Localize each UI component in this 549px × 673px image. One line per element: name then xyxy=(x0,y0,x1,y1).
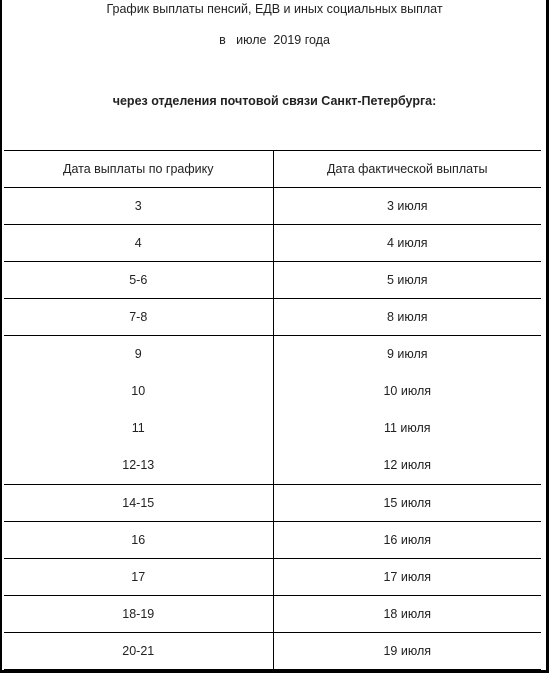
actual-date-value: 10 июля xyxy=(383,384,432,398)
actual-date-cell: 16 июля xyxy=(273,522,541,559)
scheduled-date-cell: 5-6 xyxy=(4,262,273,299)
table-row xyxy=(4,522,541,559)
payment-schedule-table xyxy=(4,150,541,670)
actual-date-cell: 15 июля xyxy=(273,485,541,522)
table-row-group xyxy=(4,336,541,485)
table-row xyxy=(4,299,541,336)
scheduled-date-value: 11 xyxy=(131,421,145,435)
scheduled-date-cell: 18-19 xyxy=(4,596,273,633)
table-row xyxy=(4,225,541,262)
table-row xyxy=(4,262,541,299)
actual-date-cell: 5 июля xyxy=(273,262,541,299)
scheduled-date-cell: 4 xyxy=(4,225,273,262)
column-header-scheduled-date: Дата выплаты по графику xyxy=(4,151,273,188)
scheduled-date-value: 9 xyxy=(134,347,142,361)
actual-date-cell: 4 июля xyxy=(273,225,541,262)
actual-date-value: 12 июля xyxy=(383,458,432,472)
scheduled-date-cell: 14-15 xyxy=(4,485,273,522)
table-row xyxy=(4,485,541,522)
page-subtitle: через отделения почтовой связи Санкт-Петербурга: xyxy=(112,94,437,108)
scheduled-date-value: 12-13 xyxy=(122,458,155,472)
scheduled-date-cell: 17 xyxy=(4,559,273,596)
actual-date-value: 9 июля xyxy=(386,347,428,361)
page-title: График выплаты пенсий, ЕДВ и иных социальных выплат xyxy=(106,2,443,16)
table-row xyxy=(4,596,541,633)
scheduled-date-value: 10 xyxy=(131,384,146,398)
actual-date-value: 11 июля xyxy=(383,421,431,435)
actual-date-group-cell xyxy=(273,336,541,485)
scheduled-date-cell: 3 xyxy=(4,188,273,225)
scheduled-date-cell: 20-21 xyxy=(4,633,273,670)
page-period: в июле 2019 года xyxy=(219,33,330,47)
scheduled-date-cell: 7-8 xyxy=(4,299,273,336)
table-row xyxy=(4,188,541,225)
actual-date-cell: 8 июля xyxy=(273,299,541,336)
table-row xyxy=(4,633,541,670)
actual-date-cell: 17 июля xyxy=(273,559,541,596)
table-header-row xyxy=(4,151,541,188)
scheduled-date-group-cell xyxy=(4,336,273,485)
table-row xyxy=(4,559,541,596)
actual-date-cell: 3 июля xyxy=(273,188,541,225)
scheduled-date-cell: 16 xyxy=(4,522,273,559)
actual-date-cell: 19 июля xyxy=(273,633,541,670)
column-header-actual-date: Дата фактической выплаты xyxy=(273,151,541,188)
actual-date-cell: 18 июля xyxy=(273,596,541,633)
